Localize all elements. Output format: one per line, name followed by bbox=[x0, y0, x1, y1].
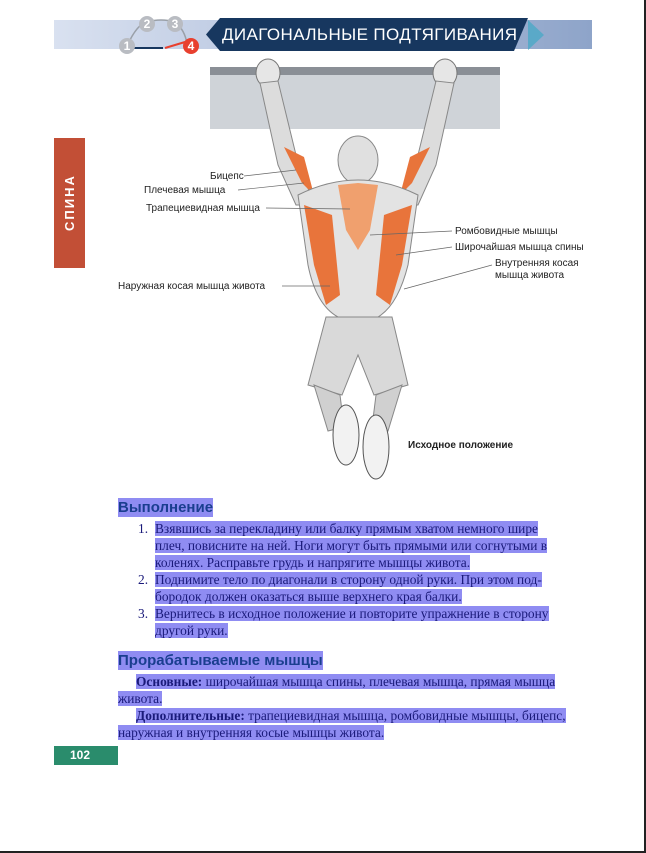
label-biceps: Бицепс bbox=[210, 171, 244, 182]
page-title: ДИАГОНАЛЬНЫЕ ПОДТЯГИВАНИЯ bbox=[222, 25, 518, 44]
page-number: 102 bbox=[54, 746, 118, 765]
execution-step-2 bbox=[118, 571, 596, 605]
step-2: 2 bbox=[139, 16, 155, 32]
exercise-illustration bbox=[118, 55, 598, 495]
primary-text: широчайшая мышца спины, плечевая мышца, прямая мышца bbox=[202, 674, 556, 689]
step-indicator bbox=[115, 12, 205, 58]
label-internal-oblique-line1: Внутренняя косая bbox=[495, 258, 579, 269]
primary-muscles bbox=[118, 673, 596, 707]
label-trapezius: Трапециевидная мышца bbox=[146, 203, 260, 214]
section-tab-label: СПИНА bbox=[62, 174, 77, 232]
figure-caption: Исходное положение bbox=[408, 440, 514, 451]
step-line: Поднимите тело по диагонали в сторону одной руки. При этом под- bbox=[155, 572, 542, 587]
step-line: Вернитесь в исходное положение и повторите упражнение в сторону bbox=[155, 606, 549, 621]
label-brachialis: Плечевая мышца bbox=[144, 185, 226, 196]
step-number: 3. bbox=[138, 606, 149, 621]
step-number: 2. bbox=[138, 572, 149, 587]
execution-step-1 bbox=[118, 520, 596, 571]
step-number: 1. bbox=[138, 521, 149, 536]
step-line: коленях. Расправьте грудь и напрягите мышцы живота. bbox=[155, 555, 471, 570]
label-external-oblique: Наружная косая мышца живота bbox=[118, 281, 266, 292]
step-4-active: 4 bbox=[183, 38, 199, 54]
header-arrow-icon bbox=[528, 20, 544, 50]
secondary-text: трапециевидная мышца, ромбовидные мышцы, бицепс, bbox=[244, 708, 566, 723]
execution-step-3 bbox=[118, 605, 596, 639]
label-internal-oblique-line2: мышца живота bbox=[495, 270, 564, 281]
step-1: 1 bbox=[119, 38, 135, 54]
label-rhomboids: Ромбовидные мышцы bbox=[455, 226, 558, 237]
primary-text-continued: живота. bbox=[118, 691, 163, 706]
secondary-text-continued: наружная и внутренняя косые мышцы живота. bbox=[118, 725, 385, 740]
label-latissimus: Широчайшая мышца спины bbox=[455, 242, 584, 253]
step-line: другой руки. bbox=[155, 623, 228, 638]
step-line: бородок должен оказаться выше верхнего края балки. bbox=[155, 589, 462, 604]
execution-steps bbox=[118, 520, 596, 639]
execution-heading: Выполнение bbox=[118, 499, 214, 516]
step-3: 3 bbox=[167, 16, 183, 32]
primary-label: Основные: bbox=[136, 674, 203, 689]
muscles-heading: Прорабатываемые мышцы bbox=[118, 652, 323, 669]
step-line: плеч, повисните на ней. Ноги могут быть прямыми или согнутыми в bbox=[155, 538, 548, 553]
secondary-muscles bbox=[118, 707, 596, 741]
step-line: Взявшись за перекладину или балку прямым хватом немного шире bbox=[155, 521, 538, 536]
secondary-label: Дополнительные: bbox=[136, 708, 245, 723]
